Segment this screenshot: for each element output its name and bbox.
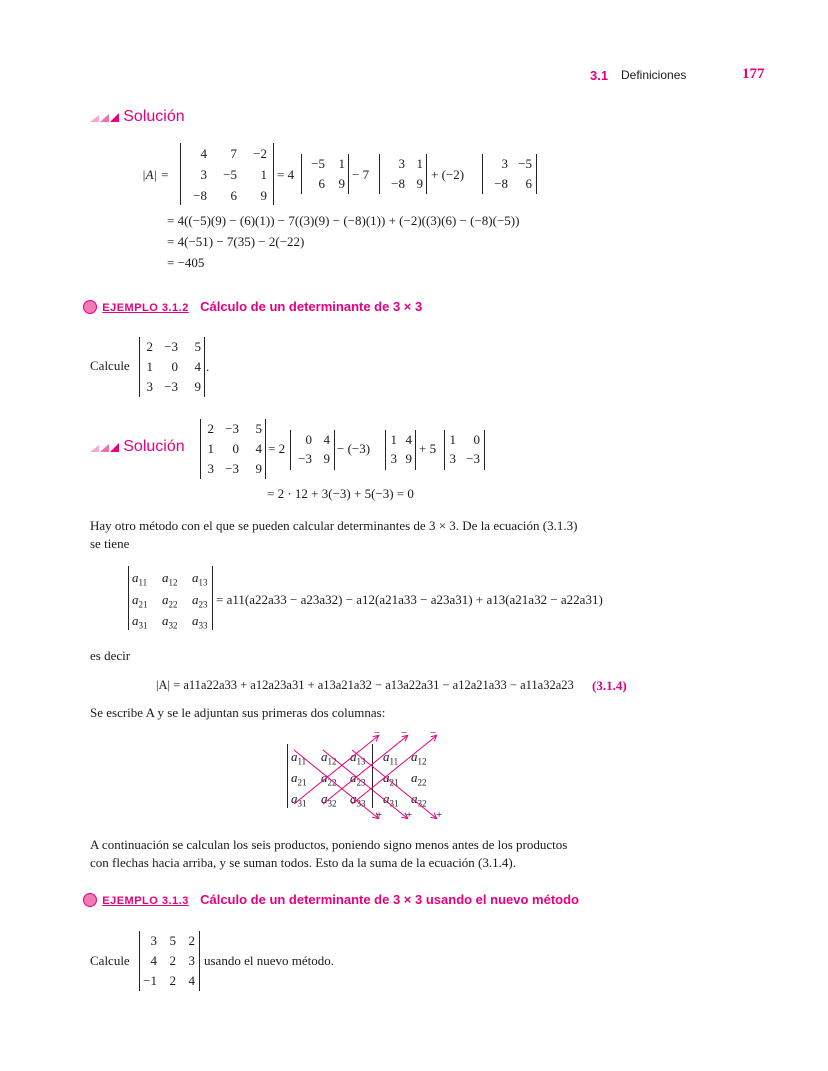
matrix-cell: 3: [398, 156, 405, 171]
matrix-cell: 9: [416, 176, 423, 191]
matrix-cell: −1: [143, 973, 157, 988]
solution-line-1: = 4((−5)(9) − (6)(1)) − 7((3)(9) − (−8)(1)) + (−2)((3)(6) − (−8)(−5)): [167, 213, 520, 228]
formula-number: (3.1.4): [592, 678, 627, 693]
matrix-cell: 9: [405, 451, 412, 466]
solution-label: Solución: [123, 108, 185, 125]
solution-line-2: = 4(−51) − 7(35) − 2(−22): [167, 234, 305, 249]
matrix-cell: −3: [225, 461, 239, 476]
matrix-cell: 1: [449, 432, 456, 447]
section-title: Definiciones: [621, 68, 687, 82]
page-number: 177: [742, 66, 765, 82]
plus-sign: +: [376, 809, 383, 821]
matrix-cell: −3: [298, 451, 312, 466]
matrix-cell: 2: [188, 933, 195, 948]
example-label: EJEMPLO 3.1.3: [102, 895, 189, 907]
matrix-cell: 7: [230, 146, 237, 161]
section-number: 3.1: [590, 68, 609, 83]
equals-coef: = 2: [268, 441, 286, 456]
paragraph-2: Se escribe A y se le adjuntan sus primeras dos columnas:: [90, 705, 386, 720]
calcule-label: Calcule: [90, 358, 130, 373]
matrix-cell: 4: [188, 973, 195, 988]
paragraph-1-line-1: Hay otro método con el que se pueden calcular determinantes de 3 × 3. De la ecuación (3.1.3): [90, 518, 578, 533]
matrix-cell: 4: [323, 432, 330, 447]
matrix-cell: 1: [146, 359, 153, 374]
matrix-cell: 1: [338, 156, 345, 171]
minus-sign: −: [374, 727, 381, 739]
matrix-cell: −5: [518, 156, 532, 171]
matrix-cell: −3: [164, 379, 178, 394]
matrix-cell: 2: [207, 421, 214, 436]
matrix-cell: 4: [150, 953, 157, 968]
matrix-cell: 3: [146, 379, 153, 394]
period: .: [206, 359, 210, 374]
minus-sign: −: [401, 727, 408, 739]
equals-coef: = 4: [277, 167, 295, 182]
matrix-cell: 9: [194, 379, 201, 394]
example-heading-3: [83, 892, 579, 908]
det-bar: [199, 931, 200, 991]
expansion-rhs: = a11(a22a33 − a23a32) − a12(a21a33 − a23a31) + a13(a21a32 − a22a31): [216, 592, 603, 607]
matrix-cell: 6: [525, 176, 532, 191]
matrix-cell: 9: [260, 188, 267, 203]
matrix-cell: −8: [193, 188, 207, 203]
matrix-cell: 6: [318, 176, 325, 191]
minus-sign: −: [430, 727, 437, 739]
operator: + (−2): [431, 167, 465, 182]
matrix-cell: 3: [188, 953, 195, 968]
matrix-cell: 4: [200, 146, 207, 161]
matrix-cell: 2: [169, 953, 176, 968]
paragraph-3-line-2: con flechas hacia arriba, y se suman todos. Esto da la suma de la ecuación (3.1.4).: [90, 855, 516, 870]
plus-sign: +: [436, 809, 443, 821]
matrix-cell: 3: [150, 933, 157, 948]
solution-line-3: = −405: [167, 255, 205, 270]
matrix-cell: 5: [255, 421, 262, 436]
formula-3-1-4: |A| = a11a22a33 + a12a23a31 + a13a21a32 − a13a22a31 − a12a21a33 − a11a32a23: [156, 678, 574, 692]
matrix-cell: −8: [494, 176, 508, 191]
matrix-cell: 9: [255, 461, 262, 476]
matrix-cell: 0: [305, 432, 312, 447]
example-title: Cálculo de un determinante de 3 × 3 usando el nuevo método: [200, 892, 579, 907]
matrix-cell: −3: [164, 339, 178, 354]
matrix-cell: 3: [207, 461, 214, 476]
example-title: Cálculo de un determinante de 3 × 3: [200, 299, 423, 314]
matrix-cell: −5: [311, 156, 325, 171]
solution-label: Solución: [123, 438, 185, 455]
matrix-cell: −3: [225, 421, 239, 436]
paragraph-3-line-1: A continuación se calculan los seis productos, poniendo signo menos antes de los productos: [90, 837, 568, 852]
arrow-diagram: $a_{11}$ $a_{12}$ $a_{13}$ $a_{11}$ $a_{12}$ $a_{21}$ $a_{22}$ $a_{23}$ $a_{21}$ $a_{22}$ $a_{31}$ $a_{32}$ $a_{33}$ $a_{31}$ $a_{32}$ − − − + + +: [0, 0, 828, 830]
matrix-cell: −2: [253, 146, 267, 161]
matrix-cell: 2: [169, 973, 176, 988]
matrix-cell: −5: [223, 167, 237, 182]
example-bullet-icon: [83, 893, 97, 907]
matrix-cell: 6: [230, 188, 237, 203]
det-bar: [139, 931, 140, 991]
matrix-cell: 2: [146, 339, 153, 354]
paragraph-1-line-2: se tiene: [90, 536, 130, 551]
matrix-cell: 5: [169, 933, 176, 948]
matrix-cell: 4: [255, 441, 262, 456]
matrix-cell: −8: [391, 176, 405, 191]
operator: − 7: [352, 167, 370, 182]
matrix-cell: 1: [260, 167, 267, 182]
calcule-label: Calcule: [90, 953, 130, 968]
matrix-cell: 0: [473, 432, 480, 447]
operator: + 5: [419, 441, 437, 456]
operator: − (−3): [337, 441, 371, 456]
matrix-cell: 4: [405, 432, 412, 447]
matrix-cell: 3: [449, 451, 456, 466]
matrix-cell: 0: [232, 441, 239, 456]
general-expansion: $a_{11}$ $a_{12}$ $a_{13}$ $a_{21}$ $a_{22}$ $a_{23}$ $a_{31}$ $a_{32}$ $a_{33}$ = a11(a22a33 − a23a32) − a12(a21a33 − a23a31) + a13(a21a32 − a22a31): [0, 0, 828, 640]
matrix-cell: 1: [207, 441, 214, 456]
matrix-cell: 1: [416, 156, 423, 171]
plus-sign: +: [406, 809, 413, 821]
matrix-cell: 1: [390, 432, 397, 447]
example-label: EJEMPLO 3.1.2: [102, 302, 189, 314]
lhs-label: |A| =: [142, 167, 170, 182]
example-3-suffix: usando el nuevo método.: [204, 953, 334, 968]
matrix-cell: 3: [501, 156, 508, 171]
es-decir-label: es decir: [90, 648, 131, 663]
matrix-cell: 9: [323, 451, 330, 466]
result-line: = 2 · 12 + 3(−3) + 5(−3) = 0: [267, 486, 414, 501]
matrix-cell: 3: [200, 167, 207, 182]
matrix-cell: 0: [171, 359, 178, 374]
matrix-cell: 9: [338, 176, 345, 191]
matrix-cell: 3: [390, 451, 397, 466]
matrix-cell: 4: [194, 359, 201, 374]
matrix-cell: −3: [466, 451, 480, 466]
matrix-cell: 5: [194, 339, 201, 354]
